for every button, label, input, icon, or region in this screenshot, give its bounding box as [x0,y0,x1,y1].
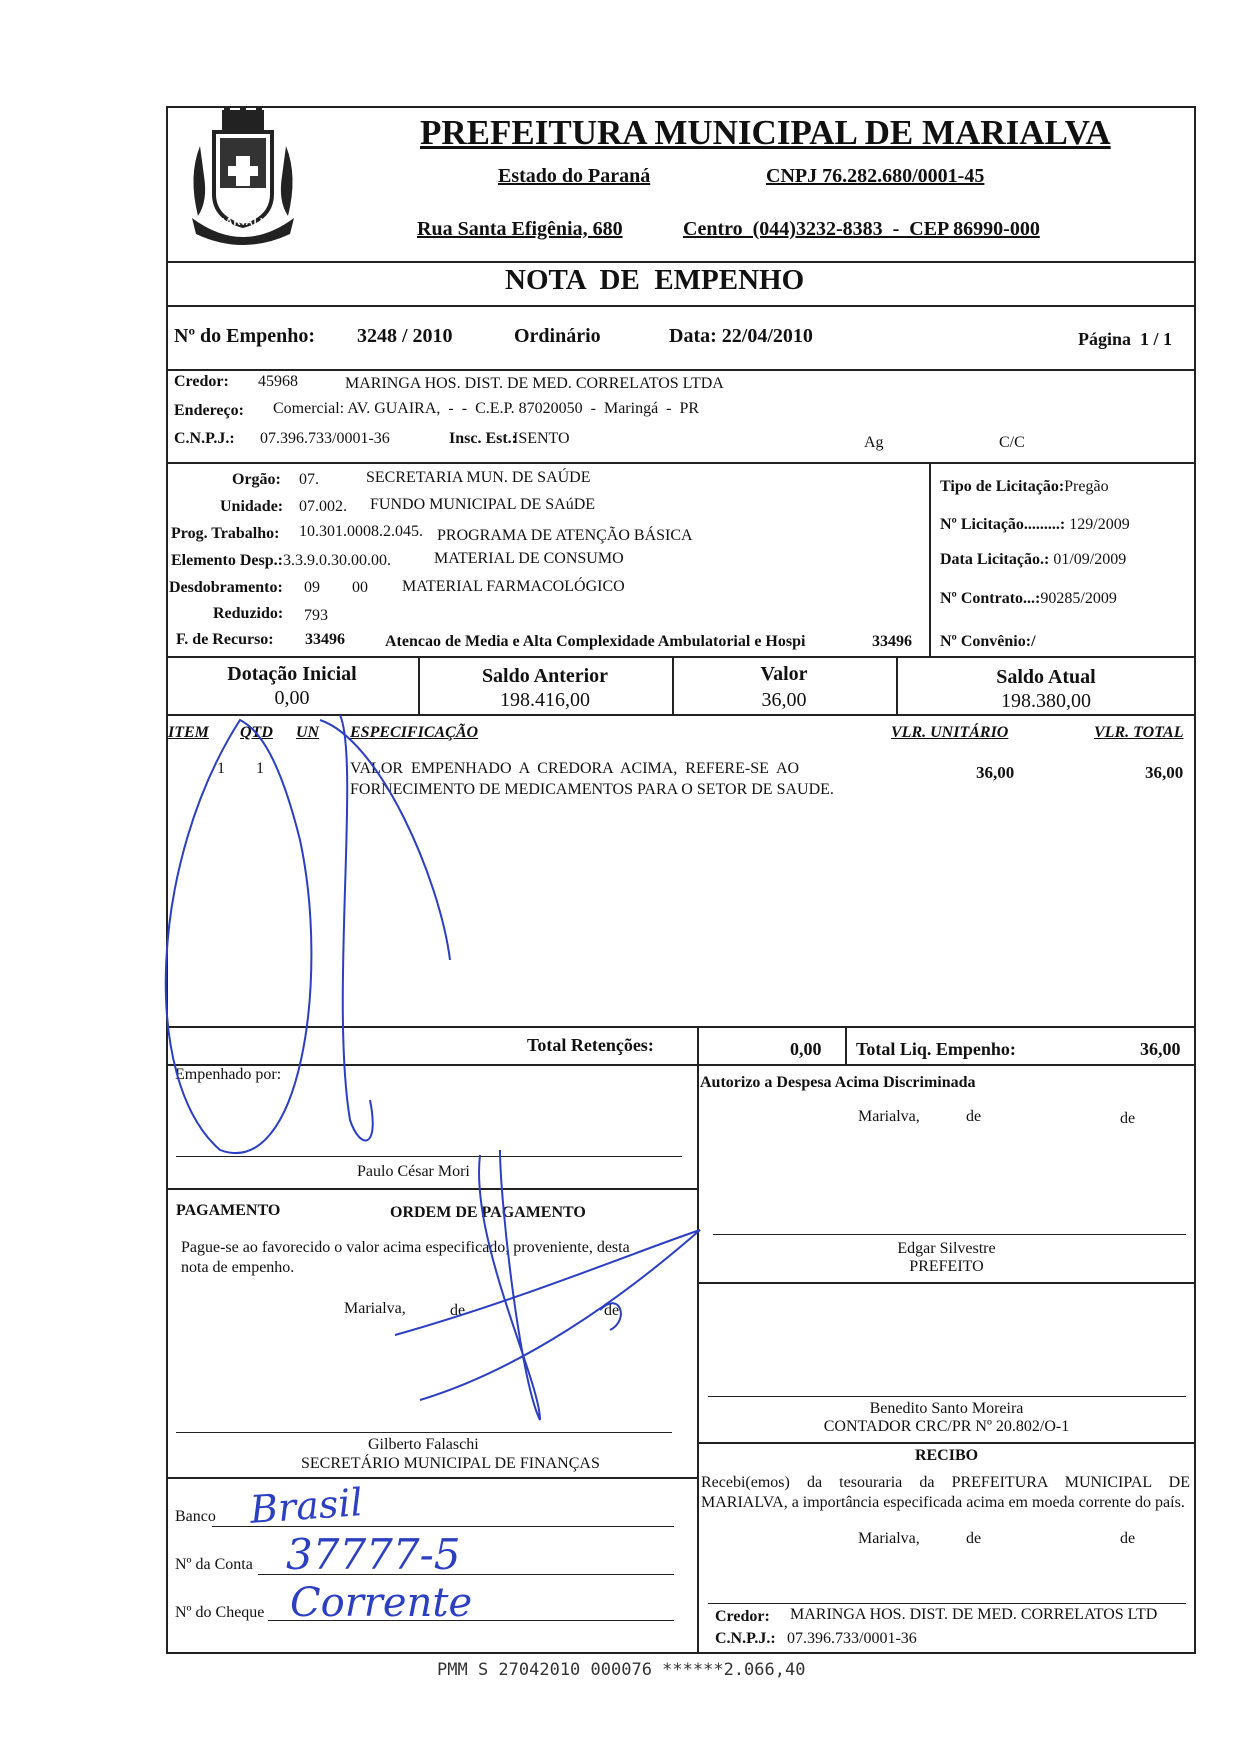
recibo-place: Marialva, [858,1530,920,1547]
conta-label: Nº da Conta [175,1556,253,1573]
recibo-de-2: de [1120,1530,1136,1547]
endereco-value: Comercial: AV. GUAIRA, - - C.E.P. 87020050 - Maringá - PR [273,400,700,417]
empenho-number-label: Nº do Empenho: [174,325,316,347]
page-number: Página 1 / 1 [1078,329,1173,349]
agencia-label: Ag [864,434,884,451]
header-cnpj: CNPJ 76.282.680/0001-45 [766,165,985,187]
total-liq-value: 36,00 [1140,1039,1181,1059]
recurso-name: Atencao de Media e Alta Complexidade Ambulatorial e Hospi [385,633,806,650]
orgao-name: SECRETARIA MUN. DE SAÚDE [366,469,591,486]
reduzido-label: Reduzido: [213,605,284,622]
recibo-title: RECIBO [914,1447,979,1464]
col-header-un: UN [296,724,320,741]
total-retencoes-label: Total Retenções: [527,1035,654,1055]
contador-name: Benedito Santo Moreira [869,1400,1024,1417]
insc-label: Insc. Est.: [449,430,518,447]
licitacao-num: 129/2009 [1069,516,1130,533]
contador-role: CONTADOR CRC/PR Nº 20.802/O-1 [823,1418,1070,1435]
desdobramento-label: Desdobramento: [169,579,283,596]
crest-ribbon-text: MARIALVA [216,217,276,228]
secretario-role: SECRETÁRIO MUNICIPAL DE FINANÇAS [301,1455,600,1472]
contrato-value: 90285/2009 [1040,590,1117,607]
unidade-code: 07.002. [299,498,347,515]
recibo-credor-label: Credor: [715,1608,770,1625]
handwritten-banco: Brasil [248,1480,364,1532]
elemento-label: Elemento Desp.: [171,552,283,569]
elemento-name: MATERIAL DE CONSUMO [434,550,624,567]
dotacao-value: 0,00 [274,687,310,709]
col-header-vlr-total: VLR. TOTAL [1094,724,1184,741]
item-spec-line2: FORNECIMENTO DE MEDICAMENTOS PARA O SETOR DE SAUDE. [350,781,834,798]
cnpj-label: C.N.P.J.: [174,430,235,447]
prog-name: PROGRAMA DE ATENÇÃO BÁSICA [437,527,693,544]
prefeito-role: PREFEITO [909,1258,984,1275]
desdobramento-name: MATERIAL FARMACOLÓGICO [402,578,625,595]
autorizo-text: Autorizo a Despesa Acima Discriminada [700,1074,976,1091]
handwritten-conta: 37777-5 [286,1530,461,1579]
col-header-qtd: QTD [240,724,273,741]
licitacao-num-label: Nº Licitação.........: 129/2009 [940,516,1130,533]
unidade-label: Unidade: [220,498,284,515]
pague-se-line1: Pague-se ao favorecido o valor acima especificado, proveniente, desta [181,1239,630,1256]
licitacao-data-label: Data Licitação.: 01/09/2009 [940,551,1127,568]
orgao-label: Orgão: [232,471,281,488]
pagamento-label: PAGAMENTO [176,1202,281,1219]
empenhado-por-label: Empenhado por: [175,1066,282,1083]
item-number: 1 [217,760,225,777]
autorizo-de-2: de [1120,1110,1136,1127]
pagamento-de-1: de [450,1302,466,1319]
licitacao-tipo-label: Tipo de Licitação:Pregão [940,478,1109,495]
endereco-label: Endereço: [174,402,244,419]
contrato-label: Nº Contrato...:90285/2009 [940,590,1117,607]
credor-label: Credor: [174,373,229,390]
empenho-number: 3248 / 2010 [357,325,453,347]
recibo-de-1: de [966,1530,982,1547]
saldo-anterior-label: Saldo Anterior [481,665,609,687]
saldo-anterior-value: 198.416,00 [500,689,590,711]
item-unit-value: 36,00 [976,763,1015,782]
saldo-atual-value: 198.380,00 [1001,690,1091,712]
recibo-cnpj-value: 07.396.733/0001-36 [787,1630,917,1647]
pagamento-place: Marialva, [344,1300,406,1317]
prog-code: 10.301.0008.2.045. [299,523,423,540]
col-header-item: ITEM [168,724,209,741]
item-qtd: 1 [256,760,264,777]
autorizo-de-1: de [966,1108,982,1125]
address-details: Centro (044)3232-8383 - CEP 86990-000 [683,218,1040,240]
empenho-date: Data: 22/04/2010 [669,325,813,347]
item-total-value: 36,00 [1145,763,1184,782]
conta-corrente-label: C/C [999,434,1025,451]
valor-label: Valor [760,663,808,685]
handwritten-cheque: Corrente [290,1580,473,1626]
cnpj-value: 07.396.733/0001-36 [260,430,390,447]
orgao-code: 07. [299,471,319,488]
insc-value: ISENTO [513,430,570,447]
credor-code: 45968 [258,373,298,390]
document-title: NOTA DE EMPENHO [505,264,805,296]
recurso-code: 33496 [305,631,345,648]
page-title: PREFEITURA MUNICIPAL DE MARIALVA [420,113,1111,152]
desdobramento-b: 00 [352,579,368,596]
recurso-label: F. de Recurso: [176,631,274,648]
saldo-atual-label: Saldo Atual [996,666,1096,688]
dotacao-label: Dotação Inicial [227,663,357,685]
recibo-credor-name: MARINGA HOS. DIST. DE MED. CORRELATOS LTD [790,1606,1158,1623]
pague-se-line2: nota de empenho. [181,1259,295,1276]
empenhado-por-name: Paulo César Mori [357,1163,470,1180]
recurso-code-2: 33496 [872,633,912,650]
credor-name: MARINGA HOS. DIST. DE MED. CORRELATOS LTDA [345,375,724,392]
total-retencoes-value: 0,00 [790,1039,822,1059]
desdobramento-a: 09 [304,579,320,596]
item-spec-line1: VALOR EMPENHADO A CREDORA ACIMA, REFERE-SE AO [350,760,800,777]
reduzido-value: 793 [304,607,328,624]
prog-label: Prog. Trabalho: [171,525,280,542]
banco-label: Banco [175,1508,216,1525]
prefeito-name: Edgar Silvestre [897,1240,996,1257]
elemento-code: 3.3.9.0.30.00.00. [283,552,391,569]
pagamento-de-2: de [604,1302,620,1319]
cheque-label: Nº do Cheque [175,1604,265,1621]
convenio-label: Nº Convênio:/ [940,633,1036,650]
licitacao-data: 01/09/2009 [1053,551,1127,568]
licitacao-tipo: Pregão [1064,478,1109,495]
recibo-cnpj-label: C.N.P.J.: [715,1630,776,1647]
machine-stamp: PMM S 27042010 000076 ******2.066,40 [437,1660,806,1680]
ordem-pagamento-label: ORDEM DE PAGAMENTO [390,1204,586,1221]
unidade-name: FUNDO MUNICIPAL DE SAúDE [370,496,596,513]
col-header-vlr-unitario: VLR. UNITÁRIO [891,724,1009,741]
recibo-text: Recebi(emos) da tesouraria da PREFEITURA MUNICIPAL DE MARIALVA, a importância especificada acima em moeda corrente do país. [701,1474,1190,1511]
col-header-especificacao: ESPECIFICAÇÃO [350,724,479,741]
total-liq-label: Total Liq. Empenho: [856,1039,1016,1059]
state-name: Estado do Paraná [498,165,651,187]
secretario-name: Gilberto Falaschi [368,1436,479,1453]
empenho-type: Ordinário [514,325,601,347]
address-street: Rua Santa Efigênia, 680 [417,218,623,240]
valor-value: 36,00 [761,689,807,711]
autorizo-place: Marialva, [858,1108,920,1125]
